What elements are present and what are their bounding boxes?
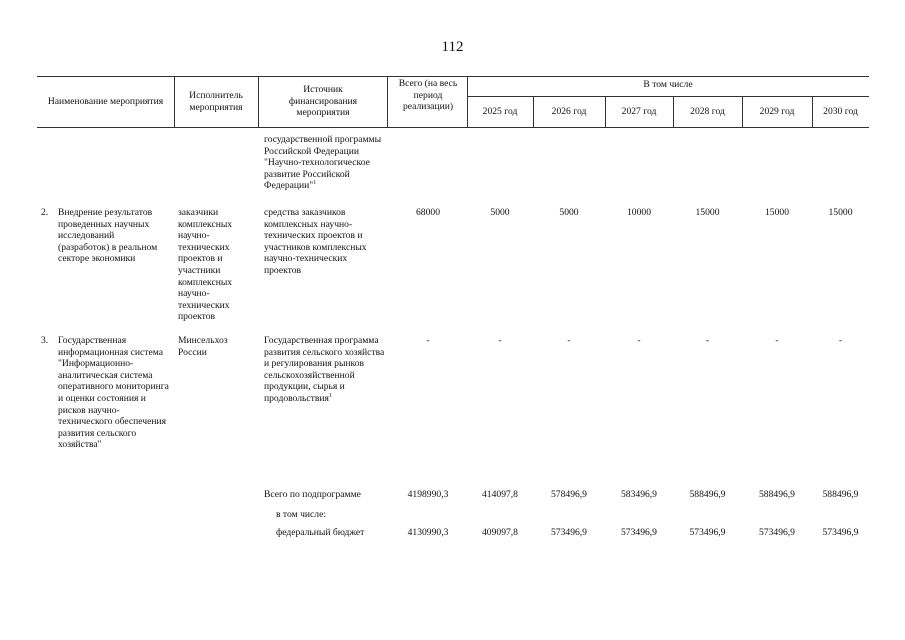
table-top-rule [37, 76, 869, 77]
summary-label: федеральный бюджет [276, 527, 365, 538]
summary-value-2027: 583496,9 [621, 489, 657, 500]
row-value-2025: - [498, 335, 502, 346]
header-year-2025: 2025 год [482, 106, 518, 117]
carryover-source-text: государственной программы Российской Федерации "Научно-технологическое развитие Российской Федерации" [264, 134, 382, 192]
summary-total: 4198990,3 [407, 489, 449, 500]
summary-value-2028: 588496,9 [689, 489, 726, 500]
header-year-2028: 2028 год [690, 106, 725, 117]
col-divider [387, 76, 388, 127]
summary-value-2026: 573496,9 [551, 527, 587, 538]
footnote-marker: 1 [313, 180, 317, 187]
years-header-rule [467, 96, 869, 97]
row-source [264, 335, 386, 405]
header-name: Наименование мероприятия [47, 96, 164, 107]
row-total: - [426, 335, 430, 346]
row-value-2030: 15000 [828, 207, 853, 218]
row-value-2027: 10000 [627, 207, 651, 218]
header-total: Всего (на весь период реализации) [398, 78, 458, 113]
row-source-text: Государственная программа развития сельского хозяйства и регулирования рынков сельскохозяйственной продукции, сырья и продовольствия [264, 335, 385, 404]
row-value-2025: 5000 [490, 207, 510, 218]
row-value-2026: - [567, 335, 571, 346]
summary-value-2026: 578496,9 [551, 489, 587, 500]
footnote-marker: 1 [328, 392, 332, 399]
summary-value-2028: 573496,9 [689, 527, 726, 538]
header-year-2026: 2026 год [551, 106, 587, 117]
page-number: 112 [441, 39, 464, 55]
col-divider [258, 76, 259, 127]
header-executor: Исполнитель мероприятия [189, 90, 243, 113]
row-value-2029: - [775, 335, 779, 346]
row-source-text: средства заказчиков комплексных научно-технических проектов и участников комплексных научно-технических проектов [264, 207, 367, 276]
header-year-2027: 2027 год [621, 106, 657, 117]
col-divider [174, 76, 175, 127]
summary-value-2029: 573496,9 [759, 527, 795, 538]
summary-value-2030: 573496,9 [822, 527, 859, 538]
summary-value-2030: 588496,9 [822, 489, 859, 500]
header-including: В том числе [643, 79, 693, 90]
summary-label: Всего по подпрограмме [264, 489, 361, 500]
row-number: 2. [41, 207, 49, 218]
summary-label: в том числе: [276, 509, 327, 520]
header-bottom-rule [37, 127, 869, 128]
summary-value-2025: 414097,8 [482, 489, 518, 500]
row-value-2030: - [838, 335, 843, 346]
row-number: 3. [41, 335, 49, 346]
row-executor: заказчики комплексных научно-технических проектов и участники комплексных научно-технических проектов [178, 207, 233, 323]
row-source [264, 207, 382, 277]
summary-total: 4130990,3 [407, 527, 449, 538]
summary-value-2029: 588496,9 [759, 489, 795, 500]
carryover-source [264, 134, 388, 192]
row-total: 68000 [416, 207, 440, 218]
row-value-2028: 15000 [695, 207, 720, 218]
row-value-2028: - [705, 335, 710, 346]
row-executor: Минсельхоз России [178, 335, 228, 358]
header-year-2029: 2029 год [759, 106, 795, 117]
row-value-2027: - [637, 335, 641, 346]
summary-value-2025: 409097,8 [482, 527, 518, 538]
row-value-2026: 5000 [559, 207, 579, 218]
row-name: Государственная информационная система "Информационно-аналитическая система оперативного мониторинга и оценки состояния и рисков научно-технического обеспечения развития сельского хозяйства" [58, 335, 169, 451]
header-year-2030: 2030 год [823, 106, 858, 117]
summary-value-2027: 573496,9 [621, 527, 657, 538]
row-value-2029: 15000 [765, 207, 789, 218]
header-source: Источник финансирования мероприятия [288, 84, 358, 119]
row-name: Внедрение результатов проведенных научных исследований (разработок) в реальном секторе экономики [58, 207, 158, 265]
